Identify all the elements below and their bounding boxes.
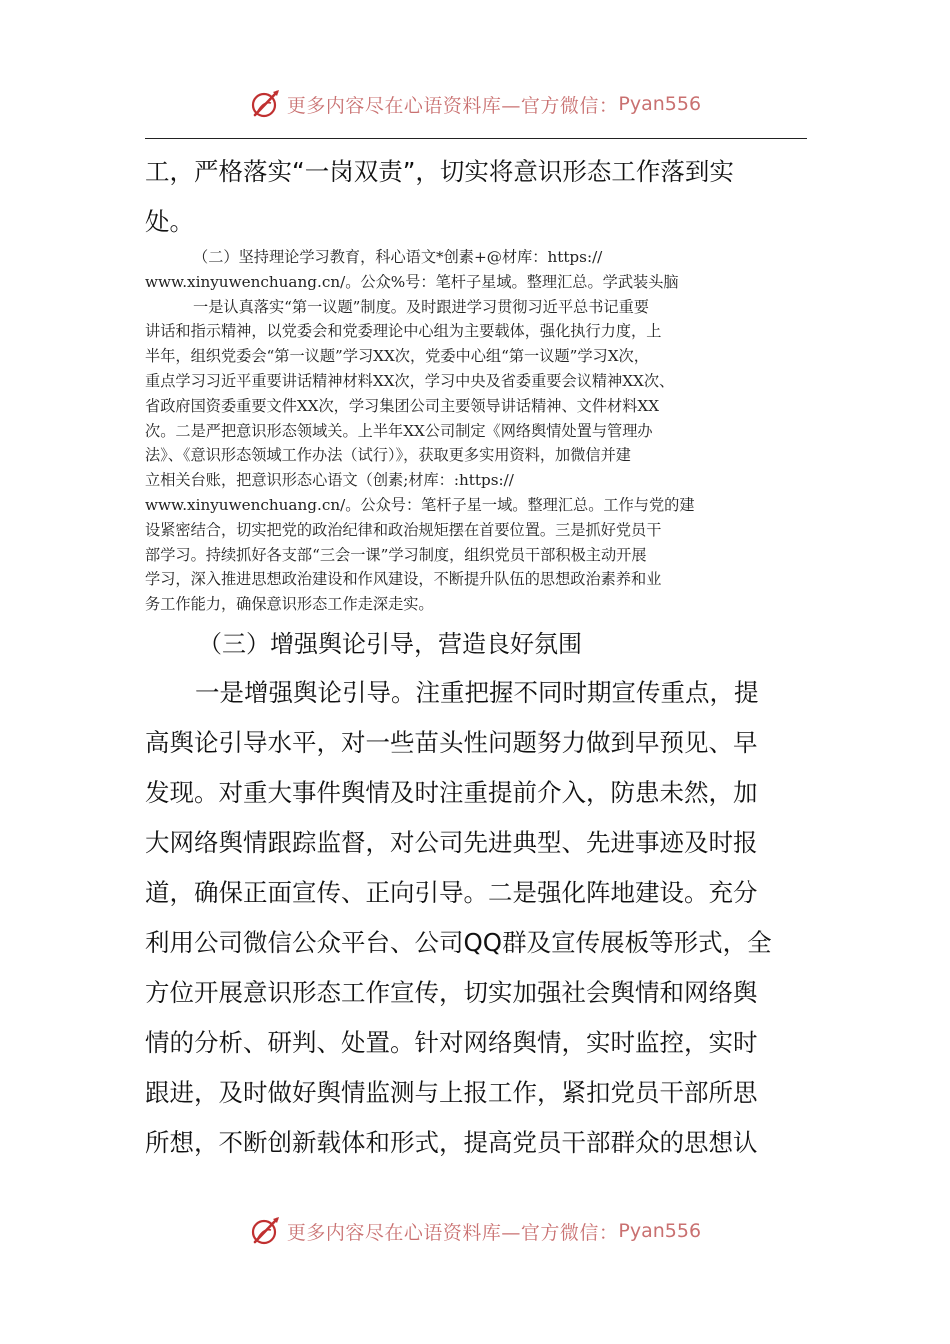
section-3-heading: （三）增强舆论引导，营造良好氛围 [198, 630, 582, 658]
text-line: 讲话和指示精神，以党委会和党委理论中心组为主要载体，强化执行力度，上 [145, 322, 662, 341]
text-line: 大网络舆情跟踪监督，对公司先进典型、先进事迹及时报 [145, 828, 758, 857]
footer-banner [0, 1211, 950, 1251]
text-line: 部学习。持续抓好各支部“三会一课”学习制度，组织党员干部积极主动开展 [145, 545, 647, 564]
section-2-title-line: （二）坚持理论学习教育，科心语文*创素+@材库：https:// [193, 248, 603, 266]
header-banner-id: Pyan556 [618, 93, 702, 115]
text-line: 一是认真落实“第一议题”制度。及时跟进学习贯彻习近平总书记重要 [193, 297, 649, 316]
text-line: www.xinyuwenchuang.cn/。公众号：笔杆子星一域。整理汇总。工作与党的建 [145, 495, 695, 514]
text-line: 利用公司微信公众平台、公司QQ群及宣传展板等形式，全 [145, 928, 772, 957]
text-line: 处。 [145, 207, 194, 236]
header-divider [145, 138, 807, 139]
text-line: www.xinyuwenchuang.cn/。公众%号：笔杆子星域。整理汇总。学武装头脑 [145, 272, 679, 291]
section-2-paragraph [145, 245, 695, 617]
header-banner-text: 更多内容尽在心语资料库—官方微信： [286, 94, 619, 117]
text-line: 设紧密结合，切实把党的政治纪律和政治规矩摆在首要位置。三是抓好党员干 [145, 520, 662, 539]
text-line: 省政府国资委重要文件XX次，学习集团公司主要领导讲话精神、文件材料XX [145, 396, 660, 415]
text-line: 工，严格落实“一岗双责”，切实将意识形态工作落到实 [145, 157, 734, 186]
text-line: 一是增强舆论引导。注重把握不同时期宣传重点，提 [195, 678, 759, 707]
text-line: 发现。对重大事件舆情及时注重提前介入，防患未然，加 [145, 778, 758, 807]
text-line: 务工作能力，确保意识形态工作走深走实。 [145, 595, 434, 614]
text-line: 半年，组织党委会“第一议题”学习XX次，党委中心组“第一议题”学习X次， [145, 347, 649, 366]
text-line: 跟进，及时做好舆情监测与上报工作，紧扣党员干部所思 [145, 1078, 758, 1107]
text-line: 学习，深入推进思想政治建设和作风建设，不断提升队伍的思想政治素养和业 [145, 570, 662, 589]
section-3-paragraph [145, 668, 772, 1168]
text-line: 情的分析、研判、处置。针对网络舆情，实时监控，实时 [145, 1028, 758, 1057]
pen-logo-icon [249, 1214, 283, 1248]
text-line: 方位开展意识形态工作宣传，切实加强社会舆情和网络舆 [145, 978, 758, 1007]
text-line: 法》、《意识形态领域工作办法（试行）》，获取更多实用资料，加微信并建 [145, 446, 631, 465]
text-line: 立相关台账，把意识形态心语文（创素;材库：:https:// [145, 471, 514, 490]
header-banner [0, 84, 950, 124]
text-line: 重点学习习近平重要讲话精神材料XX次，学习中央及省委重要会议精神XX次、 [145, 371, 675, 390]
pen-logo-icon [249, 87, 283, 121]
text-line: 高舆论引导水平，对一些苗头性问题努力做到早预见、早 [145, 728, 758, 757]
footer-banner-id: Pyan556 [618, 1220, 702, 1242]
intro-paragraph [145, 147, 734, 247]
text-line: 次。二是严把意识形态领域关。上半年XX公司制定《网络舆情处置与管理办 [145, 421, 653, 440]
text-line: 道，确保正面宣传、正向引导。二是强化阵地建设。充分 [145, 878, 758, 907]
text-line: 所想，不断创新载体和形式，提高党员干部群众的思想认 [145, 1128, 758, 1157]
footer-banner-text: 更多内容尽在心语资料库—官方微信： [286, 1221, 619, 1244]
